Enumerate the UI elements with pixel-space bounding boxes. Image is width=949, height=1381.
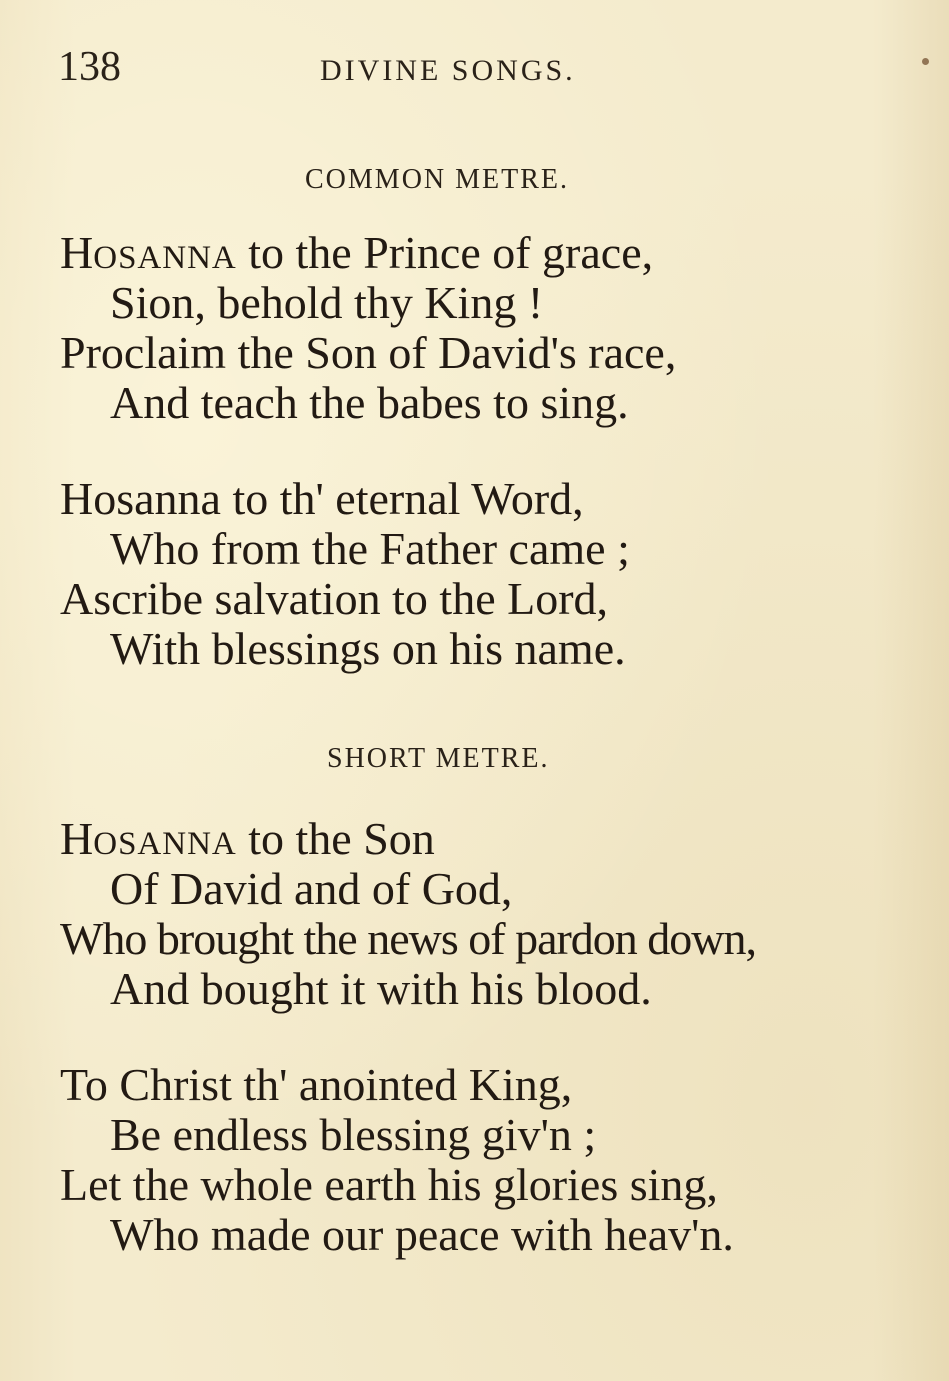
section-heading-common-metre: COMMON METRE. [305,164,570,195]
ink-speck [922,58,929,65]
verse-line-rest: to the Prince of grace, [236,227,654,278]
verse-line: Proclaim the Son of David's race, [60,327,677,378]
verse-line: Of David and of God, [110,863,513,914]
verse-line: And bought it with his blood. [110,963,652,1014]
verse-line: Who made our peace with heav'n. [110,1209,734,1260]
verse-line: Who from the Father came ; [110,523,630,574]
verse-line-rest: to the Son [236,813,435,864]
small-caps-initial: H [60,227,94,278]
verse-line: Hosanna to th' eternal Word, [60,473,584,524]
verse-line: To Christ th' anointed King, [60,1059,573,1110]
small-caps-initial: H [60,813,94,864]
section-heading-short-metre: SHORT METRE. [327,743,550,774]
verse-line: Be endless blessing giv'n ; [110,1109,597,1160]
verse-line: Who brought the news of pardon down, [60,913,757,964]
verse-line: Let the whole earth his glories sing, [60,1159,718,1210]
verse-line [60,813,435,864]
verse-line: With blessings on his name. [110,623,626,674]
small-caps-rest: OSANNA [93,826,237,862]
verse-line [60,227,654,278]
verse-line: And teach the babes to sing. [110,377,629,428]
verse-line: Ascribe salvation to the Lord, [60,573,609,624]
verse-line: Sion, behold thy King ! [110,277,544,328]
page-number: 138 [58,44,121,90]
running-title: DIVINE SONGS. [320,54,576,87]
small-caps-rest: OSANNA [93,240,237,276]
